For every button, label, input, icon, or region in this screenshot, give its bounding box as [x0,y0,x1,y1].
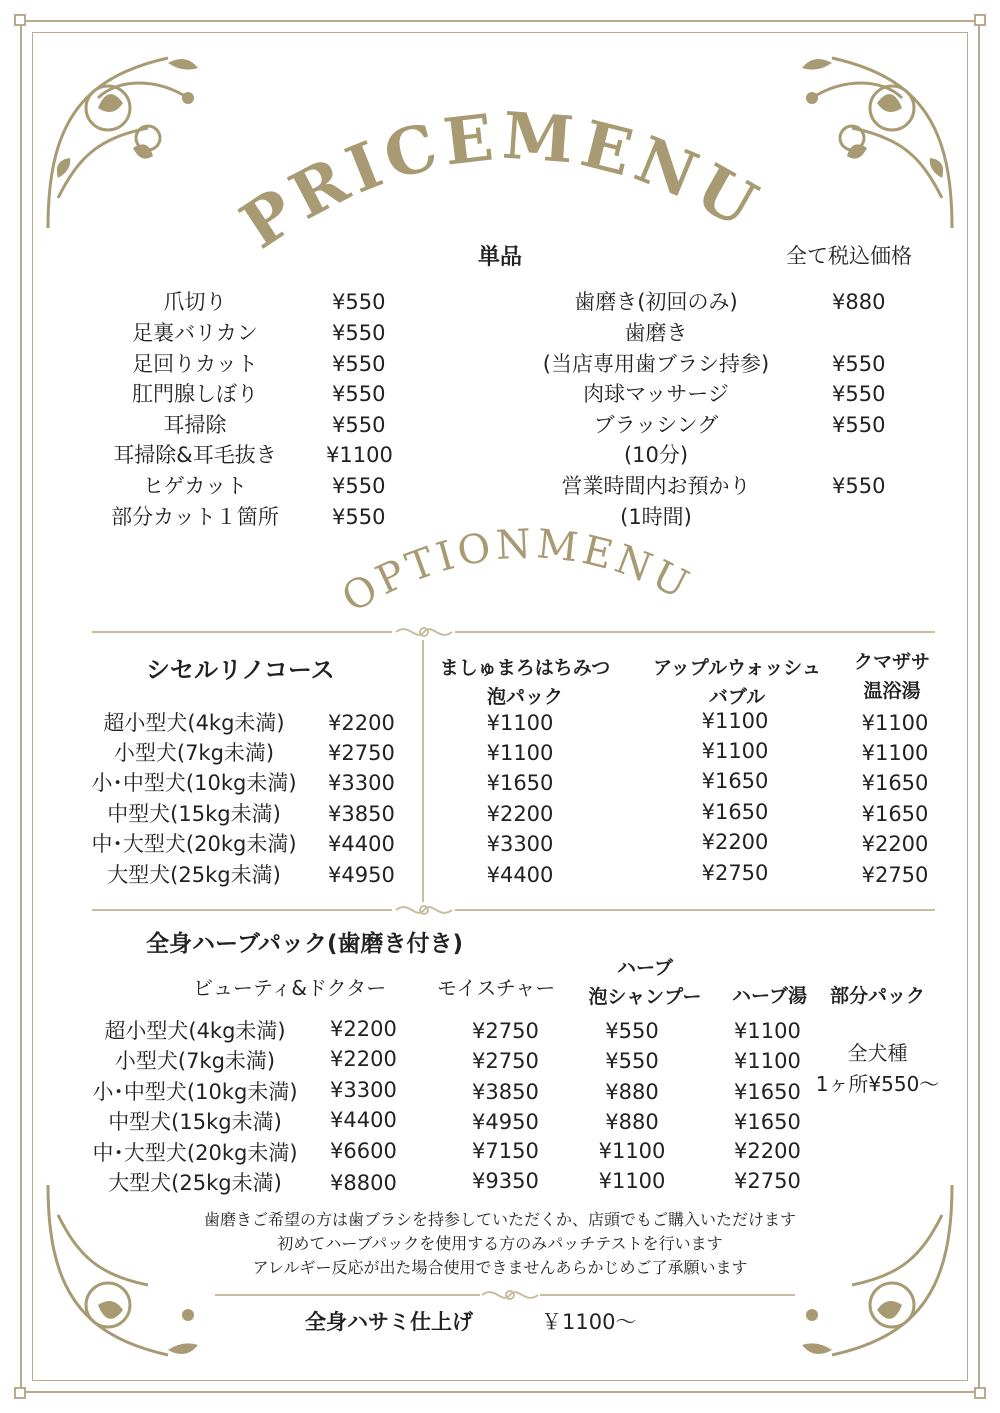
marshmallow-price: ¥1650 [486,771,554,795]
note-line: アレルギー反応が出た場合使用できませんあらかじめご了承願います [252,1258,748,1277]
item-price: ¥550 [832,352,886,376]
col-header-partial: 部分パック [830,985,926,1007]
scissor-price: ￥1100〜 [541,1310,637,1334]
shampoo-price: ¥550 [605,1019,659,1043]
marshmallow-price: ¥1100 [486,711,554,735]
size-label: 中型犬(15kg未満) [108,1110,282,1134]
item-name: 歯磨き [624,321,688,345]
size-label: 超小型犬(4kg未満) [103,711,285,735]
divider-line [215,1294,480,1296]
moisture-price: ¥2750 [472,1049,539,1073]
col-header-apple: アップルウォッシュ バブル [653,657,821,708]
size-label: 超小型犬(4kg未満) [104,1019,286,1043]
beauty-price: ¥3300 [330,1078,397,1102]
fleuron-divider-icon [480,1283,540,1307]
item-name: 歯磨き(初回のみ) [574,290,738,314]
col-header-bath: ハーブ湯 [732,985,808,1007]
column-divider [422,640,424,902]
item-price: ¥550 [332,290,386,314]
moisture-price: ¥7150 [472,1139,539,1163]
marshmallow-price: ¥3300 [486,832,554,856]
corner-square [974,1387,986,1399]
kumazasa-price: ¥1650 [861,802,929,826]
bath-price: ¥1650 [734,1110,801,1134]
col-header-kumazasa: クマザサ 温浴湯 [853,651,930,702]
herb-title: 全身ハーブパック(歯磨き付き) [146,931,464,957]
divider-line [92,909,392,911]
kumazasa-price: ¥2200 [861,832,929,856]
scissor-label: 全身ハサミ仕上げ [305,1310,473,1334]
item-price: ¥880 [832,290,886,314]
shampoo-price: ¥1100 [598,1169,666,1193]
divider-line [92,631,392,633]
single-heading: 単品 [477,245,522,270]
option-menu-title [0,0,1000,640]
course-price: ¥2200 [328,711,395,735]
fleuron-divider-icon [394,620,454,644]
size-label: 中･大型犬(20kg未満) [91,832,297,856]
item-name: 営業時間内お預かり [561,474,751,498]
shampoo-price: ¥550 [605,1049,659,1073]
apple-price: ¥1100 [701,709,769,733]
apple-price: ¥2750 [701,861,769,885]
item-price: ¥550 [332,474,386,498]
item-name: 爪切り [163,290,227,314]
size-label: 中･大型犬(20kg未満) [92,1141,298,1165]
item-name: 足裏バリカン [132,321,258,345]
course-title: シセルリノコース [146,656,335,684]
course-price: ¥4400 [328,832,395,856]
moisture-price: ¥9350 [472,1169,539,1193]
tax-note: 全て税込価格 [786,244,912,268]
apple-price: ¥1650 [701,769,769,793]
bath-price: ¥1100 [734,1019,801,1043]
item-price: ¥550 [332,321,386,345]
item-name: 耳掃除&耳毛抜き [113,443,277,467]
item-price: ¥550 [832,474,886,498]
moisture-price: ¥3850 [472,1080,539,1104]
item-name: ヒゲカット [142,474,248,498]
shampoo-price: ¥880 [605,1080,659,1104]
size-label: 大型犬(25kg未満) [107,863,281,887]
item-price: ¥550 [332,352,386,376]
col-header-moisture: モイスチャー [437,976,556,1000]
item-name: ブラッシング [593,413,719,437]
item-name: 部分カット１箇所 [111,505,279,529]
kumazasa-price: ¥1100 [861,711,929,735]
divider-line [455,631,935,633]
shampoo-price: ¥880 [605,1110,659,1134]
title-text: PRICEMENU [228,98,774,260]
item-price: ¥550 [832,382,886,406]
shampoo-price: ¥1100 [598,1139,666,1163]
item-name: (1時間) [620,505,692,529]
divider-line [540,1294,795,1296]
item-price: ¥550 [332,382,386,406]
item-name: 肉球マッサージ [583,382,729,406]
option-title-text: OPTIONMENU [334,521,699,622]
item-name: 足回りカット [132,352,258,376]
col-header-marshmallow: ましゅまろはちみつ 泡パック [439,657,611,708]
beauty-price: ¥6600 [330,1139,397,1163]
divider-line [455,909,935,911]
beauty-price: ¥2200 [330,1047,397,1071]
bath-price: ¥2200 [734,1139,801,1163]
apple-price: ¥1100 [701,739,769,763]
col-header-beauty: ビューティ&ドクター [193,976,387,1000]
apple-price: ¥2200 [701,830,769,854]
bath-price: ¥1650 [734,1080,801,1104]
bath-price: ¥2750 [734,1169,801,1193]
corner-square [14,1387,26,1399]
item-price: ¥550 [832,413,886,437]
course-price: ¥3850 [328,802,395,826]
item-name: (10分) [623,443,689,467]
item-name: 肛門腺しぼり [132,382,258,406]
col-header-shampoo: ハーブ 泡シャンプー [588,957,702,1008]
bath-price: ¥1100 [734,1049,801,1073]
size-label: 小･中型犬(10kg未満) [92,1080,298,1104]
svg-text:OPTIONMENU [335,521,699,622]
course-price: ¥2750 [328,741,395,765]
moisture-price: ¥4950 [472,1110,539,1134]
beauty-price: ¥2200 [330,1017,397,1041]
moisture-price: ¥2750 [472,1019,539,1043]
size-label: 中型犬(15kg未満) [107,802,281,826]
item-price: ¥550 [332,505,386,529]
kumazasa-price: ¥1100 [861,741,929,765]
size-label: 小型犬(7kg未満) [114,1049,276,1073]
beauty-price: ¥4400 [330,1108,397,1132]
marshmallow-price: ¥4400 [486,863,554,887]
item-price: ¥550 [332,413,386,437]
apple-price: ¥1650 [701,800,769,824]
kumazasa-price: ¥2750 [861,863,929,887]
note-line: 歯磨きご希望の方は歯ブラシを持参していただくか、店頭でもご購入いただけます [203,1210,796,1229]
note-line: 初めてハーブパックを使用する方のみパッチテストを行います [277,1234,723,1253]
beauty-price: ¥8800 [330,1171,397,1195]
course-price: ¥4950 [328,863,395,887]
partial-note: 全犬種 1ヶ所¥550〜 [815,1041,940,1096]
marshmallow-price: ¥2200 [486,802,554,826]
item-price: ¥1100 [326,443,393,467]
kumazasa-price: ¥1650 [861,771,929,795]
course-price: ¥3300 [328,771,395,795]
marshmallow-price: ¥1100 [486,741,554,765]
size-label: 大型犬(25kg未満) [108,1171,282,1195]
fleuron-divider-icon [394,898,454,922]
size-label: 小型犬(7kg未満) [113,741,275,765]
item-name: 耳掃除 [163,413,227,437]
item-name: (当店専用歯ブラシ持参) [542,352,770,376]
size-label: 小･中型犬(10kg未満) [91,771,297,795]
